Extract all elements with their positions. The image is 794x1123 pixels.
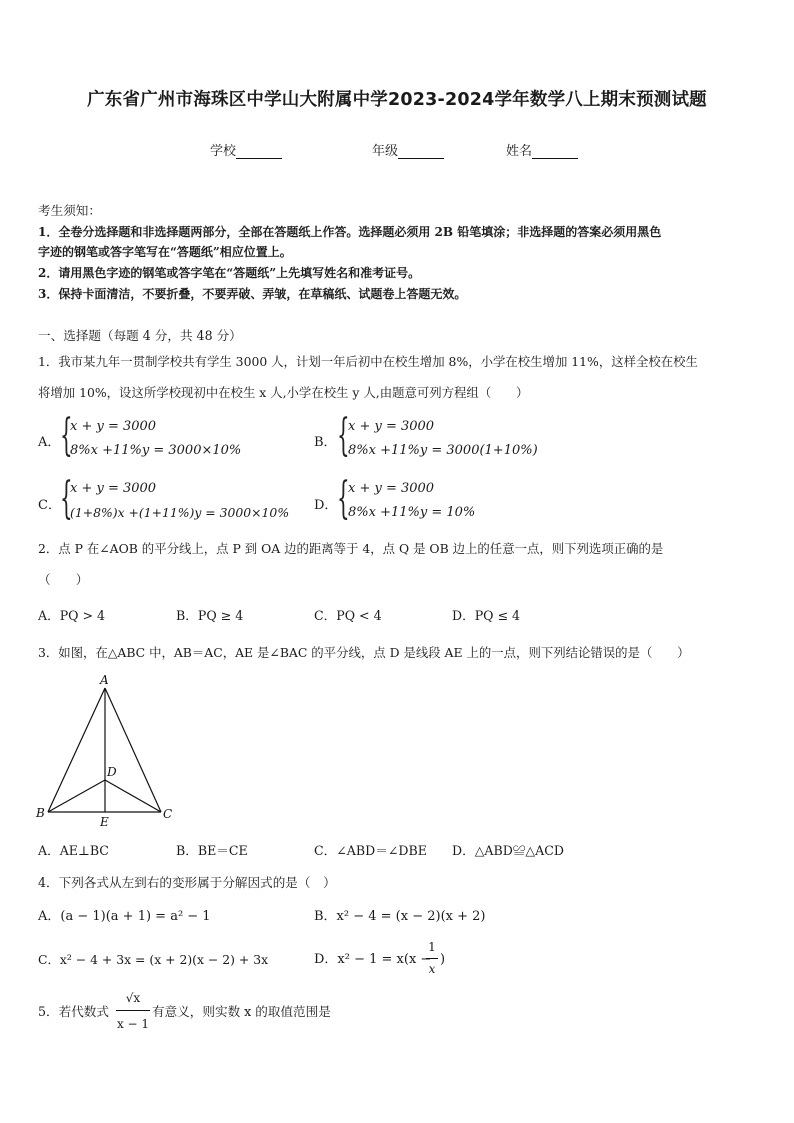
q3-option-a[interactable]: A．AE⊥BC: [38, 843, 109, 858]
q2-option-b[interactable]: B．PQ ≥ 4: [176, 608, 244, 623]
name-field: [506, 140, 578, 159]
exam-title: 广东省广州市海珠区中学山大附属中学2023-2024学年数学八上期末预测试题: [87, 90, 707, 110]
side-ab: [48, 688, 105, 812]
q1-stem-line1: 1．我市某九年一贯制学校共有学生 3000 人，计划一年后初中在校生增加 8%，小学在校生增加 11%，这样全校在校生: [38, 354, 698, 369]
q1-option-b-eq1: x + y = 3000: [348, 419, 435, 434]
notice-item-2: 2．请用黑色字迹的钢笔或答字笔在“答题纸”上先填写姓名和准考证号。: [38, 266, 421, 280]
q4-option-d-prefix: D．x² − 1 = x(x −: [314, 952, 432, 967]
q2-option-c[interactable]: C．PQ < 4: [314, 608, 382, 623]
q1-option-d-brace: {: [337, 473, 350, 524]
q1-option-d-label: D．: [314, 498, 338, 513]
name-blank[interactable]: [532, 145, 578, 159]
q2-stem-line1: 2．点 P 在∠AOB 的平分线上，点 P 到 OA 边的距离等于 4，点 Q 是 OB 边上的任意一点，则下列选项正确的是: [38, 541, 664, 556]
school-label: 学校: [210, 144, 237, 159]
q5-fraction: [116, 989, 150, 1031]
q5-prefix: 5．若代数式: [38, 1004, 109, 1019]
notice-heading: 考生须知：: [38, 203, 101, 218]
q3-stem: 3．如图，在△ABC 中，AB＝AC，AE 是∠BAC 的平分线，点 D 是线段 AE 上的一点，则下列结论错误的是（ ）: [38, 645, 690, 660]
q2-option-a[interactable]: A．PQ > 4: [38, 608, 106, 623]
q1-stem-line2: 将增加 10%，设这所学校现初中在校生 x 人,小学在校生 y 人,由题意可列方程组（ ）: [38, 385, 529, 400]
q5-denominator: x − 1: [116, 1017, 150, 1031]
fraction-bar: [426, 958, 438, 959]
q1-option-a-eq1: x + y = 3000: [70, 419, 157, 434]
grade-field: [372, 140, 444, 159]
q1-option-c-eq1: x + y = 3000: [70, 481, 157, 496]
label-b: B: [36, 806, 45, 820]
notice-item-3: 3．保持卡面清洁，不要折叠，不要弄破、弄皱，在草稿纸、试题卷上答题无效。: [38, 287, 467, 301]
q1-option-b-brace: {: [337, 410, 350, 461]
q4-option-c[interactable]: C．x² − 4 + 3x = (x + 2)(x − 2) + 3x: [38, 952, 269, 967]
side-ac: [105, 688, 161, 812]
q3-option-d[interactable]: D．△ABD≌△ACD: [452, 843, 564, 858]
q2-stem-line2: （ ）: [38, 572, 89, 587]
notice-item-1-cont: 字迹的钢笔或答字笔写在“答题纸”相应位置上。: [38, 245, 292, 259]
q1-option-b-eq2: 8%x +11%y = 3000(1+10%): [348, 443, 538, 458]
q4-option-d-suffix: ): [440, 952, 446, 967]
q3-option-c[interactable]: C．∠ABD＝∠DBE: [314, 843, 427, 858]
name-label: 姓名: [506, 144, 533, 159]
q2-option-d[interactable]: D．PQ ≤ 4: [452, 608, 521, 623]
q1-option-a-label: A．: [38, 435, 61, 450]
notice-item-1: 1．全卷分选择题和非选择题两部分，全部在答题纸上作答。选择题必须用 2B 铅笔填涂；非选择题的答案必须用黑色: [38, 225, 662, 239]
q3-triangle-figure: [30, 670, 190, 830]
segment-bd: [48, 780, 105, 812]
segment-cd: [105, 780, 161, 812]
q4-option-d-fraction: [426, 940, 438, 976]
label-c: C: [163, 807, 173, 821]
q5-suffix: 有意义，则实数 x 的取值范围是: [152, 1004, 331, 1019]
q5-numerator: √x: [125, 991, 141, 1005]
q1-option-c-eq2: (1+8%)x +(1+11%)y = 3000×10%: [70, 505, 290, 520]
label-e: E: [100, 815, 109, 829]
school-field: [210, 140, 282, 159]
fraction-bar: [116, 1010, 150, 1011]
q1-option-c-brace: {: [60, 473, 73, 524]
q1-option-b-label: B．: [314, 435, 337, 450]
q1-option-a-eq2: 8%x +11%y = 3000×10%: [70, 443, 242, 458]
q4-option-d-numerator: 1: [428, 940, 436, 954]
q4-option-b[interactable]: B．x² − 4 = (x − 2)(x + 2): [314, 909, 486, 924]
q1-option-a-brace: {: [60, 410, 73, 461]
school-blank[interactable]: [236, 145, 282, 159]
q1-option-c-label: C．: [38, 498, 61, 513]
grade-label: 年级: [372, 144, 399, 159]
section-heading: 一、选择题（每题 4 分，共 48 分）: [38, 328, 242, 343]
grade-blank[interactable]: [398, 145, 444, 159]
q1-option-d-eq2: 8%x +11%y = 10%: [348, 505, 476, 520]
q1-option-d-eq1: x + y = 3000: [348, 481, 435, 496]
q3-option-b[interactable]: B．BE＝CE: [176, 843, 248, 858]
q4-option-d-denominator: x: [428, 962, 436, 976]
q4-stem: 4．下列各式从左到右的变形属于分解因式的是（ ）: [38, 875, 336, 890]
q4-option-a[interactable]: A．(a − 1)(a + 1) = a² − 1: [38, 909, 211, 924]
label-a: A: [100, 673, 109, 687]
label-d: D: [107, 765, 117, 779]
